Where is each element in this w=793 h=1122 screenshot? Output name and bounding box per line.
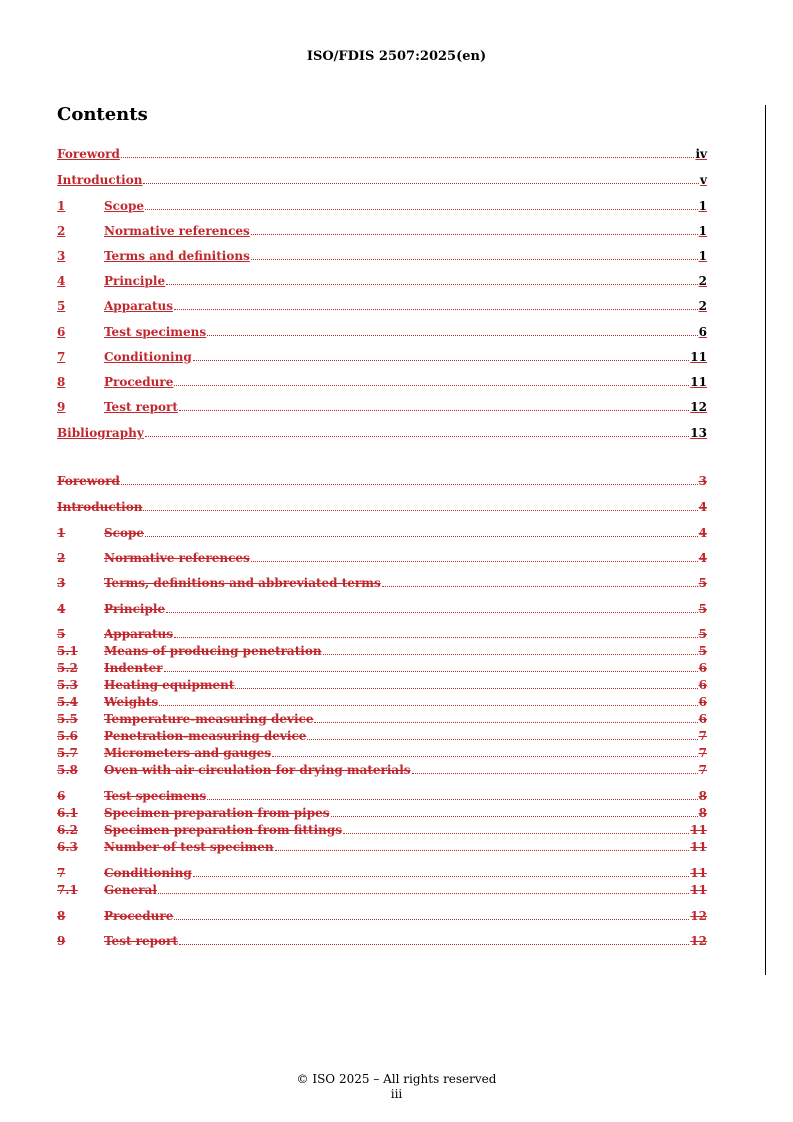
toc-entry-label: Principle xyxy=(104,602,166,616)
toc-entry-label: Penetration-measuring device xyxy=(104,729,307,743)
toc-entry[interactable] xyxy=(57,576,707,590)
toc-entry-label: General xyxy=(104,883,157,897)
toc-leader-dots xyxy=(251,258,698,260)
toc-entry-label: Conditioning xyxy=(104,350,192,364)
toc-entry-number: 1 xyxy=(57,199,66,213)
toc-leader-dots xyxy=(193,875,690,877)
toc-leader-dots xyxy=(235,687,697,689)
toc-entry-number: 5.2 xyxy=(57,661,78,675)
toc-entry-label: Normative references xyxy=(104,224,250,238)
toc-entry-label: Normative references xyxy=(104,551,250,565)
toc-entry-number: 7 xyxy=(57,350,66,364)
toc-entry[interactable] xyxy=(57,695,707,709)
toc-entry[interactable] xyxy=(57,375,707,389)
toc-entry-label: Specimen preparation from pipes xyxy=(104,806,330,820)
toc-entry-page: 12 xyxy=(690,400,707,414)
toc-entry-number: 5.5 xyxy=(57,712,78,726)
toc-entry[interactable] xyxy=(57,147,707,161)
toc-entry-page: 11 xyxy=(690,883,707,897)
toc-leader-dots xyxy=(174,308,698,310)
toc-entry-number: 5.4 xyxy=(57,695,78,709)
toc-entry-label: Test report xyxy=(104,934,178,948)
toc-entry-label: Foreword xyxy=(57,147,120,161)
toc-entry-label: Indenter xyxy=(104,661,163,675)
toc-entry-page: 11 xyxy=(690,350,707,364)
toc-entry-number: 8 xyxy=(57,909,66,923)
toc-entry-number: 6.1 xyxy=(57,806,78,820)
toc-entry-number: 4 xyxy=(57,274,66,288)
page-number: iii xyxy=(390,1087,403,1101)
toc-entry-number: 1 xyxy=(57,526,66,540)
toc-entry-page: 4 xyxy=(698,551,707,565)
toc-entry-page: 5 xyxy=(698,627,707,641)
change-bar xyxy=(765,105,766,975)
toc-entry[interactable] xyxy=(57,934,707,948)
toc-leader-dots xyxy=(412,772,698,774)
toc-leader-dots xyxy=(207,334,698,336)
toc-entry-number: 6.2 xyxy=(57,823,78,837)
toc-leader-dots xyxy=(193,359,690,361)
toc-entry-label: Weights xyxy=(104,695,159,709)
toc-leader-dots xyxy=(314,721,697,723)
toc-entry-number: 3 xyxy=(57,249,66,263)
toc-entry[interactable] xyxy=(57,526,707,540)
toc-leader-dots xyxy=(159,704,698,706)
toc-leader-dots xyxy=(382,585,698,587)
toc-entry[interactable] xyxy=(57,866,707,880)
toc-entry-label: Principle xyxy=(104,274,166,288)
toc-entry-page: 12 xyxy=(690,934,707,948)
toc-entry-page: 7 xyxy=(698,763,707,777)
toc-entry-page: 13 xyxy=(690,426,707,440)
toc-entry[interactable] xyxy=(57,840,707,854)
toc-leader-dots xyxy=(174,636,698,638)
toc-entry[interactable] xyxy=(57,500,707,514)
toc-entry-page: 7 xyxy=(698,746,707,760)
toc-leader-dots xyxy=(207,798,698,800)
toc-entry-number: 5 xyxy=(57,299,66,313)
toc-entry[interactable] xyxy=(57,474,707,488)
toc-entry-page: 5 xyxy=(698,644,707,658)
toc-entry-label: Means of producing penetration xyxy=(104,644,322,658)
toc-entry-number: 6.3 xyxy=(57,840,78,854)
toc-entry[interactable] xyxy=(57,400,707,414)
toc-entry-page: 1 xyxy=(698,249,707,263)
toc-leader-dots xyxy=(272,755,698,757)
toc-entry[interactable] xyxy=(57,678,707,692)
toc-entry-label: Micrometers and gauges xyxy=(104,746,271,760)
toc-entry-number: 9 xyxy=(57,400,66,414)
toc-entry[interactable] xyxy=(57,763,707,777)
toc-entry-page: 8 xyxy=(698,806,707,820)
toc-entry[interactable] xyxy=(57,789,707,803)
toc-entry-number: 9 xyxy=(57,934,66,948)
toc-entry-label: Test specimens xyxy=(104,325,207,339)
toc-entry-label: Bibliography xyxy=(57,426,144,440)
toc-entry-page: 6 xyxy=(698,695,707,709)
toc-entry-page: 1 xyxy=(698,224,707,238)
toc-leader-dots xyxy=(275,849,690,851)
toc-entry-number: 3 xyxy=(57,576,66,590)
toc-entry-label: Terms and definitions xyxy=(104,249,250,263)
toc-entry[interactable] xyxy=(57,909,707,923)
toc-leader-dots xyxy=(343,832,689,834)
toc-leader-dots xyxy=(323,653,698,655)
toc-entry[interactable] xyxy=(57,426,707,440)
toc-entry-label: Procedure xyxy=(104,375,174,389)
toc-entry-number: 7.1 xyxy=(57,883,78,897)
toc-entry-number: 5.1 xyxy=(57,644,78,658)
toc-entry[interactable] xyxy=(57,299,707,313)
toc-entry-label: Test report xyxy=(104,400,178,414)
toc-entry-page: 1 xyxy=(698,199,707,213)
toc-entry[interactable] xyxy=(57,627,707,641)
toc-entry-page: 5 xyxy=(698,602,707,616)
toc-entry[interactable] xyxy=(57,729,707,743)
toc-entry-page: 3 xyxy=(698,474,707,488)
toc-leader-dots xyxy=(164,670,698,672)
toc-entry[interactable] xyxy=(57,661,707,675)
toc-entry-number: 2 xyxy=(57,224,66,238)
toc-entry-label: Apparatus xyxy=(104,627,173,641)
toc-entry-label: Scope xyxy=(104,526,145,540)
toc-leader-dots xyxy=(331,815,698,817)
toc-entry-page: 2 xyxy=(698,274,707,288)
toc-entry-label: Terms, definitions and abbreviated terms xyxy=(104,576,381,590)
toc-entry-number: 7 xyxy=(57,866,66,880)
toc-leader-dots xyxy=(307,738,697,740)
toc-entry[interactable] xyxy=(57,274,707,288)
toc-entry-label: Heating equipment xyxy=(104,678,235,692)
toc-entry-page: 12 xyxy=(690,909,707,923)
toc-leader-dots xyxy=(179,409,689,411)
toc-entry[interactable] xyxy=(57,249,707,263)
toc-entry[interactable] xyxy=(57,644,707,658)
toc-leader-dots xyxy=(145,535,698,537)
toc-entry-page: v xyxy=(700,173,707,187)
toc-entry-label: Introduction xyxy=(57,173,143,187)
page-footer xyxy=(0,1072,793,1102)
toc-entry[interactable] xyxy=(57,806,707,820)
toc-leader-dots xyxy=(251,233,698,235)
toc-entry-number: 8 xyxy=(57,375,66,389)
toc-entry-page: 11 xyxy=(690,840,707,854)
toc-entry-number: 2 xyxy=(57,551,66,565)
toc-entry[interactable] xyxy=(57,173,707,187)
toc-entry[interactable] xyxy=(57,746,707,760)
toc-entry-number: 6 xyxy=(57,789,66,803)
toc-entry-label: Conditioning xyxy=(104,866,192,880)
toc-leader-dots xyxy=(121,156,695,158)
toc-leader-dots xyxy=(174,918,689,920)
toc-leader-dots xyxy=(143,182,699,184)
toc-entry-label: Test specimens xyxy=(104,789,207,803)
toc-entry-page: 11 xyxy=(690,866,707,880)
copyright-notice: © ISO 2025 – All rights reserved xyxy=(296,1072,497,1086)
toc-entry[interactable] xyxy=(57,712,707,726)
document-header: ISO/FDIS 2507:2025(en) xyxy=(306,49,487,64)
toc-leader-dots xyxy=(174,384,689,386)
toc-leader-dots xyxy=(145,208,698,210)
toc-entry-label: Foreword xyxy=(57,474,120,488)
toc-entry[interactable] xyxy=(57,551,707,565)
toc-entry-label: Procedure xyxy=(104,909,174,923)
toc-entry-page: 2 xyxy=(698,299,707,313)
toc-entry-page: 8 xyxy=(698,789,707,803)
toc-entry[interactable] xyxy=(57,823,707,837)
toc-entry-number: 5.3 xyxy=(57,678,78,692)
toc-entry-page: 4 xyxy=(698,526,707,540)
toc-leader-dots xyxy=(166,611,698,613)
toc-entry-page: 11 xyxy=(690,823,707,837)
toc-leader-dots xyxy=(121,483,698,485)
toc-leader-dots xyxy=(143,509,697,511)
toc-entry-label: Number of test specimen xyxy=(104,840,274,854)
toc-leader-dots xyxy=(179,943,689,945)
page-title: Contents xyxy=(57,104,148,125)
toc-entry-number: 6 xyxy=(57,325,66,339)
toc-entry-page: 7 xyxy=(698,729,707,743)
toc-leader-dots xyxy=(145,435,690,437)
toc-entry-label: Apparatus xyxy=(104,299,173,313)
toc-entry-label: Specimen preparation from fittings xyxy=(104,823,343,837)
toc-entry-number: 5 xyxy=(57,627,66,641)
toc-entry-page: 11 xyxy=(690,375,707,389)
toc-entry-number: 5.7 xyxy=(57,746,78,760)
toc-leader-dots xyxy=(166,283,698,285)
toc-entry[interactable] xyxy=(57,883,707,897)
toc-entry[interactable] xyxy=(57,325,707,339)
toc-leader-dots xyxy=(158,892,689,894)
toc-entry-page: 6 xyxy=(698,678,707,692)
toc-entry-label: Introduction xyxy=(57,500,143,514)
toc-leader-dots xyxy=(251,560,698,562)
toc-entry-page: 6 xyxy=(698,661,707,675)
toc-entry-page: 5 xyxy=(698,576,707,590)
toc-entry-page: 6 xyxy=(698,712,707,726)
toc-entry-page: iv xyxy=(695,147,707,161)
toc-entry[interactable] xyxy=(57,199,707,213)
toc-entry-page: 4 xyxy=(698,500,707,514)
toc-entry-label: Temperature-measuring device xyxy=(104,712,314,726)
toc-entry[interactable] xyxy=(57,602,707,616)
toc-entry-number: 4 xyxy=(57,602,66,616)
toc-entry-number: 5.6 xyxy=(57,729,78,743)
toc-entry-number: 5.8 xyxy=(57,763,78,777)
toc-entry[interactable] xyxy=(57,224,707,238)
toc-entry[interactable] xyxy=(57,350,707,364)
toc-entry-label: Scope xyxy=(104,199,145,213)
toc-entry-label: Oven with air circulation for drying materials xyxy=(104,763,411,777)
toc-entry-page: 6 xyxy=(698,325,707,339)
